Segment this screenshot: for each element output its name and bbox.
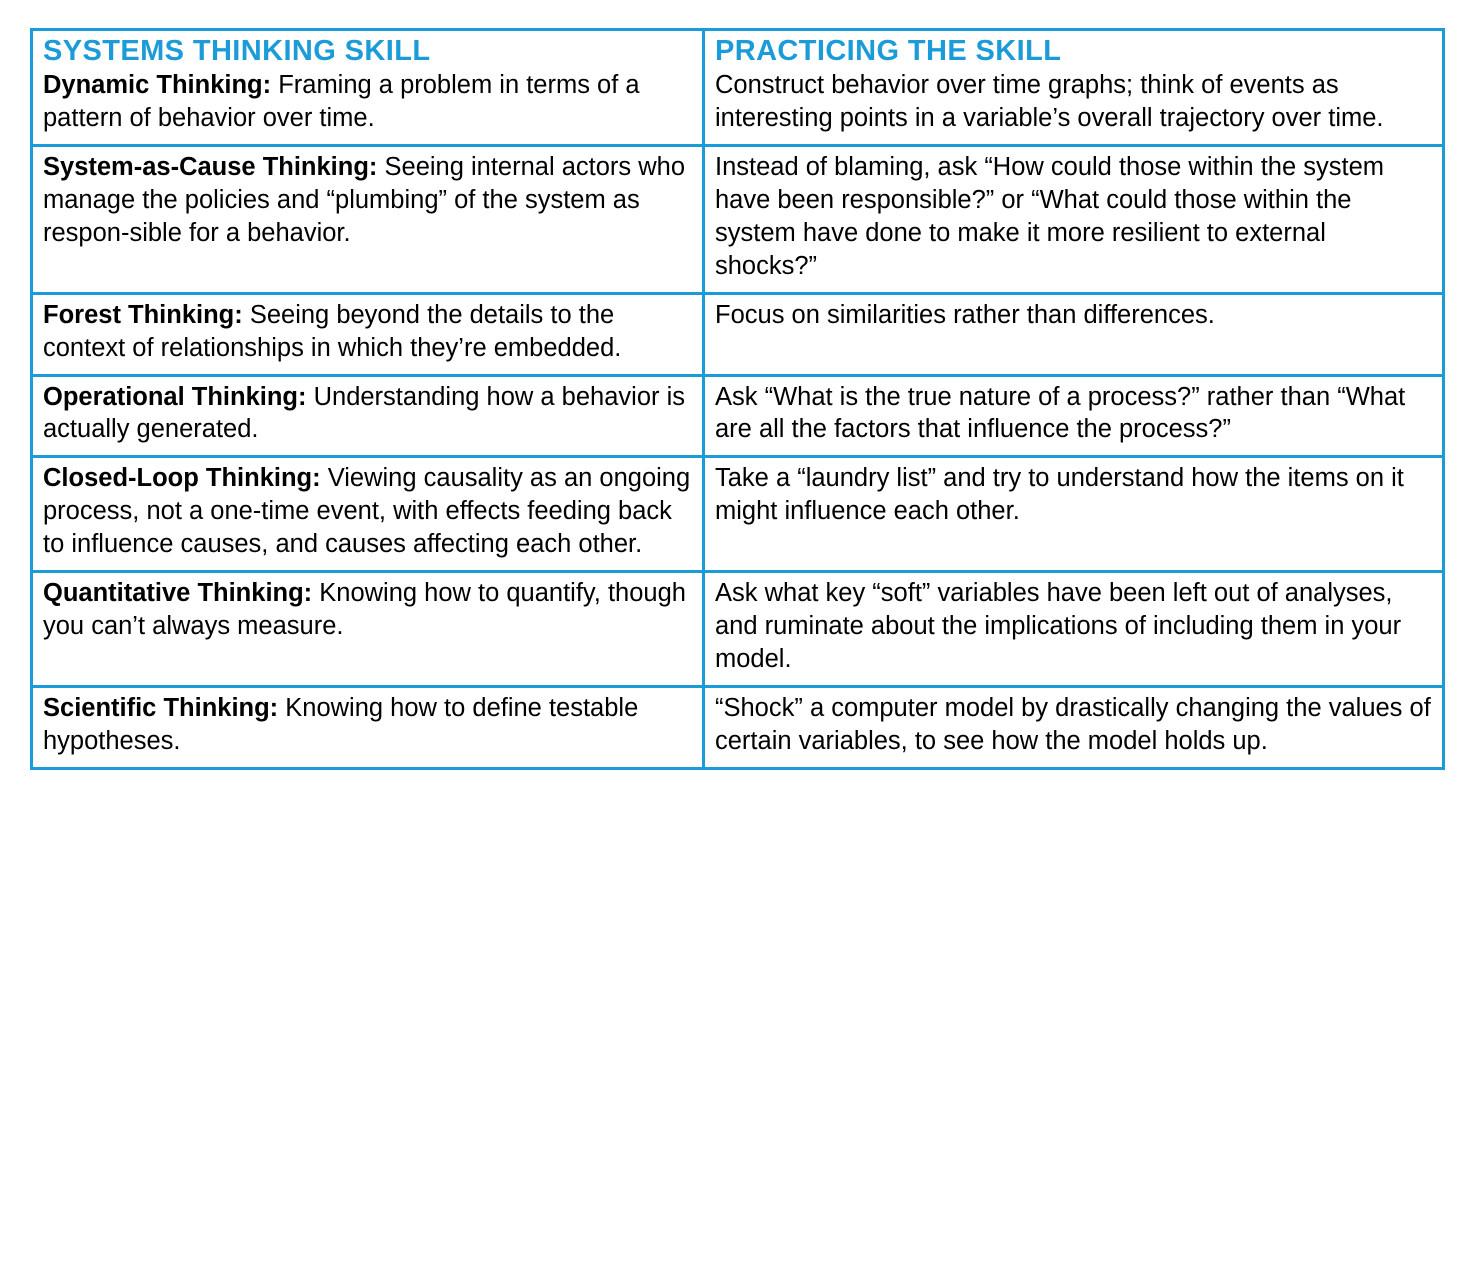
table-row [32, 146, 1444, 294]
skill-description [43, 692, 692, 758]
practice-description: “Shock” a computer model by drastically changing the values of certain variables, to see how the model holds up. [715, 693, 1431, 755]
skill-detail: Knowing how to quantify, though you can’t always measure. [43, 579, 686, 640]
table-row [32, 457, 1444, 572]
skill-description [43, 299, 692, 365]
systems-thinking-skills-table [30, 28, 1445, 770]
skill-name: Closed-Loop Thinking: [43, 464, 321, 493]
column-header-skill: SYSTEMS THINKING SKILL [43, 35, 431, 67]
table-row [32, 686, 1444, 768]
skill-detail: Knowing how to define testable hypotheses. [43, 693, 639, 755]
table-cell-skill [32, 30, 704, 146]
table-cell-practice [704, 457, 1444, 572]
skill-description [43, 151, 692, 250]
skill-detail: Viewing causality as an ongoing process, not a one-time event, with effects feeding back to influence causes, and causes affecting each other. [43, 464, 691, 559]
practice-description: Ask what key “soft” variables have been left out of analyses, and ruminate about the implications of including them in your model. [715, 579, 1402, 673]
skill-detail: Seeing beyond the details to the context of relationships in which they’re embedded. [43, 300, 622, 362]
table-cell-skill [32, 457, 704, 572]
table-cell-practice [704, 30, 1444, 146]
table-cell-skill [32, 375, 704, 457]
practice-description: Take a “laundry list” and try to understand how the items on it might influence each other. [715, 464, 1404, 526]
skill-description [43, 69, 692, 135]
skill-name: Scientific Thinking: [43, 693, 279, 722]
table-row [32, 30, 1444, 146]
table-row [32, 572, 1444, 687]
skill-detail: Seeing internal actors who manage the policies and “plumbing” of the system as respon-sible for a behavior. [43, 153, 686, 248]
table-row [32, 375, 1444, 457]
practice-description: Instead of blaming, ask “How could those within the system have been responsible?” or “What could those within the system have done to make it more resilient to external shocks?” [715, 153, 1384, 280]
table-cell-skill [32, 572, 704, 687]
table-cell-skill [32, 293, 704, 375]
skill-name: System-as-Cause Thinking: [43, 153, 378, 182]
table-cell-practice [704, 293, 1444, 375]
skill-detail: Framing a problem in terms of a pattern of behavior over time. [43, 71, 640, 133]
table-row [32, 293, 1444, 375]
skill-name: Quantitative Thinking: [43, 579, 313, 608]
practice-description: Construct behavior over time graphs; think of events as interesting points in a variable’s overall trajectory over time. [715, 71, 1384, 133]
practice-description: Ask “What is the true nature of a process?” rather than “What are all the factors that influence the process?” [715, 382, 1406, 444]
table-cell-practice [704, 146, 1444, 294]
skill-description [43, 381, 692, 447]
skill-detail: Understanding how a behavior is actually generated. [43, 382, 685, 444]
table-cell-practice [704, 686, 1444, 768]
table-cell-practice [704, 572, 1444, 687]
skill-name: Forest Thinking: [43, 300, 243, 329]
column-header-practice: PRACTICING THE SKILL [715, 35, 1062, 67]
table-cell-practice [704, 375, 1444, 457]
table-cell-skill [32, 686, 704, 768]
table-cell-skill [32, 146, 704, 294]
skill-name: Operational Thinking: [43, 382, 307, 411]
skill-description [43, 462, 692, 561]
skill-description [43, 577, 692, 643]
practice-description: Focus on similarities rather than differences. [715, 300, 1215, 329]
skill-name: Dynamic Thinking: [43, 71, 272, 100]
